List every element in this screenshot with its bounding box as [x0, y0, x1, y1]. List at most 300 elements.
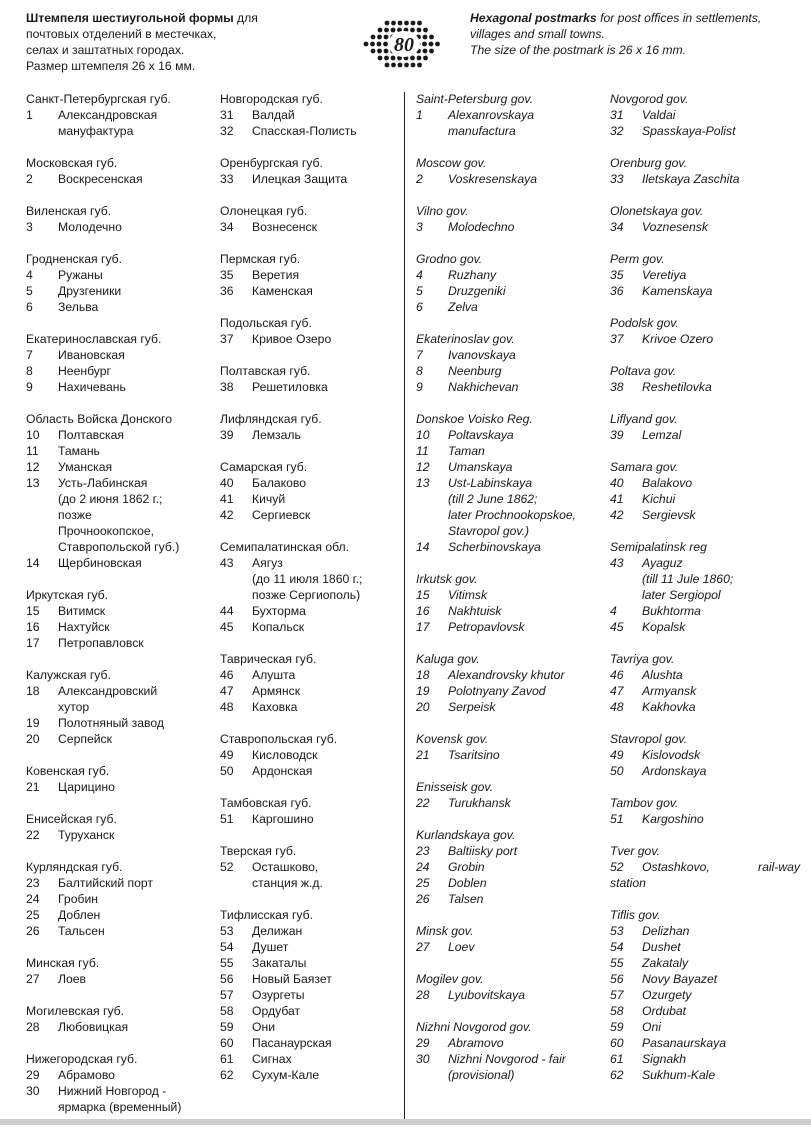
postmark-name	[252, 491, 410, 507]
postmark-number: 53	[610, 924, 624, 938]
region-title: Подольская губ.	[220, 316, 312, 330]
region-title: Minsk gov.	[416, 924, 474, 938]
postmark-name	[642, 811, 800, 827]
postmark-number: 11	[416, 444, 429, 458]
postmark-name-line: station	[610, 876, 646, 890]
postmark-entry	[416, 107, 606, 139]
postmark-name-line: (till 11 Jule 1860;	[642, 572, 734, 586]
postmark-number: 30	[26, 1084, 40, 1098]
postmark-name	[642, 1035, 800, 1051]
postmark-number: 45	[610, 620, 624, 634]
postmark-name	[252, 955, 410, 971]
postmark-name-line: Zakataly	[642, 956, 689, 970]
postmark-name	[642, 939, 800, 955]
stamp-dot	[417, 21, 422, 26]
postmark-number: 3	[26, 220, 33, 234]
postmark-number: 26	[26, 924, 40, 938]
region-title: Vilno gov.	[416, 204, 469, 218]
postmark-name-line: Кисловодск	[252, 748, 318, 762]
region-group	[610, 91, 800, 139]
postmark-name-line: Александровский	[58, 684, 158, 698]
postmark-name	[58, 555, 216, 571]
postmark-number: 19	[416, 684, 430, 698]
postmark-name	[642, 699, 800, 715]
postmark-name-line: Kislovodsk	[642, 748, 701, 762]
postmark-name-line: позже	[58, 508, 92, 522]
postmark-entry	[610, 507, 800, 523]
region-group	[220, 539, 410, 635]
postmark-name	[448, 683, 606, 699]
postmark-entry	[610, 171, 800, 187]
postmark-name-line: станция ж.д.	[252, 876, 323, 890]
postmark-number: 14	[26, 556, 40, 570]
postmark-entry	[416, 475, 606, 539]
postmark-name-line: Балаково	[252, 476, 307, 490]
postmark-name	[58, 923, 216, 939]
postmark-entry	[416, 299, 606, 315]
postmark-name-line: Dushet	[642, 940, 681, 954]
stamp-dot	[378, 56, 383, 61]
postmark-number: 14	[416, 540, 430, 554]
stamp-dot	[370, 42, 375, 47]
postmark-number: 35	[610, 268, 624, 282]
postmark-name-line: Нижний Новгород -	[58, 1084, 167, 1098]
postmark-name	[642, 507, 800, 523]
postmark-name	[58, 443, 216, 459]
postmark-name-line: Они	[252, 1020, 276, 1034]
postmark-entry	[610, 331, 800, 347]
stamp-dot	[410, 56, 415, 61]
postmark-entry	[610, 219, 800, 235]
postmark-name	[642, 971, 800, 987]
region-group	[26, 91, 216, 139]
postmark-entry	[220, 1003, 410, 1019]
postmark-name-line: Kichui	[642, 492, 676, 506]
postmark-name-line: Каргошино	[252, 812, 314, 826]
region-group	[220, 795, 410, 827]
postmark-name-line: Ozurgety	[642, 988, 692, 1002]
header-en-line-2: villages and small towns.	[470, 27, 605, 41]
postmark-name	[642, 107, 800, 123]
postmark-name	[448, 379, 606, 395]
postmark-name-line: Ордубат	[252, 1004, 301, 1018]
postmark-number: 58	[220, 1004, 234, 1018]
postmark-number: 58	[610, 1004, 624, 1018]
region-group	[610, 155, 800, 187]
postmark-number: 6	[416, 300, 423, 314]
postmark-name	[252, 971, 410, 987]
postmark-name	[58, 283, 216, 299]
postmark-name-line: Kakhovka	[642, 700, 696, 714]
postmark-name	[642, 219, 800, 235]
region-title: Екатеринославская губ.	[26, 332, 162, 346]
postmark-number: 4	[26, 268, 33, 282]
header-russian	[26, 10, 356, 74]
postmark-name-line: Nakhtuisk	[448, 604, 502, 618]
postmark-name	[252, 1003, 410, 1019]
postmark-name-line: Копальск	[252, 620, 305, 634]
postmark-entry	[26, 171, 216, 187]
postmark-name-line: Каховка	[252, 700, 298, 714]
postmark-name-line: Усть-Лабинская	[58, 476, 148, 490]
postmark-entry	[220, 619, 410, 635]
postmark-entry	[220, 283, 410, 299]
region-group	[610, 907, 800, 1083]
postmark-entry	[26, 427, 216, 443]
postmark-name-line: Ayaguz	[642, 556, 683, 570]
header-ru-lead: Штемпеля шестиугольной формы	[26, 11, 234, 25]
postmark-number: 33	[610, 172, 624, 186]
postmark-number: 21	[416, 748, 430, 762]
postmark-number: 31	[610, 108, 624, 122]
region-group	[610, 315, 800, 347]
postmark-name-line: Сухум-Кале	[252, 1068, 320, 1082]
postmark-entry	[220, 1051, 410, 1067]
postmark-number: 1	[416, 108, 423, 122]
postmark-number: 59	[610, 1020, 624, 1034]
postmark-name-line: Гробин	[58, 892, 98, 906]
postmark-number: 13	[416, 476, 430, 490]
postmark-name-line: мануфактура	[58, 124, 134, 138]
column-russian-right	[220, 91, 410, 1099]
postmark-name	[448, 363, 606, 379]
postmark-name	[448, 587, 606, 603]
region-group	[26, 667, 216, 747]
postmark-name-line: Делижан	[252, 924, 303, 938]
postmark-number: 16	[416, 604, 430, 618]
region-group	[416, 571, 606, 635]
postmark-entry	[416, 875, 606, 891]
region-group	[220, 651, 410, 715]
postmark-name	[642, 331, 800, 347]
postmark-name	[58, 971, 216, 987]
postmark-entry	[610, 971, 800, 987]
postmark-number: 50	[220, 764, 234, 778]
postmark-entry	[26, 459, 216, 475]
postmark-entry	[26, 283, 216, 299]
postmark-name-line: Сигнах	[252, 1052, 292, 1066]
postmark-name	[58, 603, 216, 619]
region-title: Stavropol gov.	[610, 732, 688, 746]
postmark-entry	[610, 763, 800, 779]
postmark-name	[642, 123, 800, 139]
postmark-name	[642, 1003, 800, 1019]
postmark-entry	[416, 603, 606, 619]
region-title: Tver gov.	[610, 844, 660, 858]
postmark-name	[58, 683, 216, 715]
region-title: Новгородская губ.	[220, 92, 323, 106]
region-group	[26, 587, 216, 651]
postmark-name	[252, 1051, 410, 1067]
postmark-name-line: Doblen	[448, 876, 487, 890]
postmark-name-line: Alexandrovsky khutor	[448, 668, 565, 682]
postmark-number: 39	[220, 428, 234, 442]
postmark-entry	[26, 907, 216, 923]
postmark-number: 25	[26, 908, 40, 922]
region-title: Kurlandskaya gov.	[416, 828, 516, 842]
region-title: Калужская губ.	[26, 668, 111, 682]
postmark-name	[252, 507, 410, 523]
stamp-dot	[385, 63, 390, 68]
region-group	[220, 731, 410, 779]
region-group	[26, 1051, 216, 1115]
postmark-entry	[416, 347, 606, 363]
postmark-number: 46	[220, 668, 234, 682]
region-group	[416, 411, 606, 555]
postmark-name	[252, 219, 410, 235]
postmark-entry	[220, 667, 410, 683]
postmark-name-line: ярмарка (временный)	[58, 1100, 182, 1114]
postmark-name	[448, 171, 606, 187]
postmark-entry	[416, 683, 606, 699]
region-group	[220, 315, 410, 347]
postmark-number: 51	[220, 812, 234, 826]
stamp-dot	[417, 56, 422, 61]
region-group	[610, 795, 800, 827]
postmark-name-line: Серпейск	[58, 732, 112, 746]
postmark-name	[642, 283, 800, 299]
postmark-name-line: Voznesensk	[642, 220, 708, 234]
postmark-name-line: Grobin	[448, 860, 485, 874]
region-title: Самарская губ.	[220, 460, 308, 474]
region-group	[416, 827, 606, 907]
postmark-name-line: Neenburg	[448, 364, 502, 378]
postmark-entry	[610, 859, 800, 875]
postmark-number: 43	[610, 556, 624, 570]
stamp-dot	[411, 21, 416, 26]
postmark-entry	[610, 1003, 800, 1019]
region-title: Poltava gov.	[610, 364, 677, 378]
postmark-entry	[26, 923, 216, 939]
postmark-name-line: Ust-Labinskaya	[448, 476, 532, 490]
column-english-right	[610, 91, 800, 1099]
region-group	[416, 251, 606, 315]
postmark-name	[58, 1067, 216, 1083]
postmark-name	[642, 1019, 800, 1035]
postmark-name	[448, 475, 606, 539]
postmark-entry	[220, 123, 410, 139]
postmark-entry	[26, 299, 216, 315]
postmark-number: 56	[610, 972, 624, 986]
postmark-number: 5	[416, 284, 423, 298]
region-group	[610, 203, 800, 235]
postmark-number: 38	[610, 380, 624, 394]
postmark-entry	[416, 443, 606, 459]
postmark-name	[642, 1067, 800, 1083]
postmark-name-line: Ostashkovo, rail-way	[642, 860, 800, 874]
postmark-name-line: Тамань	[58, 444, 100, 458]
postmark-name	[448, 939, 606, 955]
postmark-entry	[26, 971, 216, 987]
postmark-number: 13	[26, 476, 40, 490]
postmark-entry	[26, 107, 216, 139]
region-title: Grodno gov.	[416, 252, 483, 266]
postmark-name-line: later Sergiopol	[642, 588, 721, 602]
postmark-name-line: Алушта	[252, 668, 296, 682]
stamp-dot	[384, 56, 389, 61]
postmark-entry	[416, 1035, 606, 1051]
postmark-entry	[610, 107, 800, 123]
header-ru-line-4: Размер штемпеля 26 х 16 мм.	[26, 59, 196, 73]
postmark-name	[642, 171, 800, 187]
page-header	[0, 0, 811, 88]
postmark-name	[448, 795, 606, 811]
postmark-name-line: Ruzhany	[448, 268, 497, 282]
header-en-lead: Hexagonal postmarks	[470, 11, 597, 25]
postmark-entry	[220, 1067, 410, 1083]
postmark-name-line: Вознесенск	[252, 220, 317, 234]
postmark-name-line: Nakhichevan	[448, 380, 519, 394]
postmark-name-line: Сергиевск	[252, 508, 311, 522]
postmark-name-line: Serpeisk	[448, 700, 496, 714]
postmark-name	[642, 379, 800, 395]
region-group	[26, 331, 216, 395]
region-title: Tambov gov.	[610, 796, 679, 810]
stamp-dot	[384, 49, 389, 54]
postmark-entry	[220, 475, 410, 491]
postmark-name	[58, 731, 216, 747]
postmark-name-line: Iletskaya Zaschita	[642, 172, 740, 186]
postmark-name	[448, 539, 606, 555]
postmark-name-line: Уманская	[58, 460, 113, 474]
postmark-entry	[416, 363, 606, 379]
postmark-entry	[610, 619, 800, 635]
postmark-number: 41	[220, 492, 234, 506]
stamp-dot	[371, 35, 376, 40]
region-title: Moscow gov.	[416, 156, 487, 170]
postmark-name-line: Stavropol gov.)	[448, 524, 530, 538]
postmark-entry	[610, 667, 800, 683]
stamp-dot	[429, 49, 434, 54]
region-title: Иркутская губ.	[26, 588, 109, 602]
region-title: Минская губ.	[26, 956, 100, 970]
postmark-number: 37	[610, 332, 624, 346]
region-group	[416, 923, 606, 955]
region-group	[416, 91, 606, 139]
postmark-number: 44	[220, 604, 234, 618]
postmark-name-line: later Prochnookopskoe,	[448, 508, 577, 522]
postmark-name	[252, 283, 410, 299]
postmark-number: 15	[416, 588, 430, 602]
postmark-entry	[610, 923, 800, 939]
postmark-number: 20	[26, 732, 40, 746]
postmark-number: 24	[416, 860, 430, 874]
region-title: Kaluga gov.	[416, 652, 480, 666]
postmark-entry	[416, 267, 606, 283]
postmark-name-line: Тальсен	[58, 924, 105, 938]
region-title: Samara gov.	[610, 460, 679, 474]
postmark-entry	[220, 331, 410, 347]
postmark-name-line: Polotnyany Zavod	[448, 684, 546, 698]
postmark-number: 20	[416, 700, 430, 714]
region-group	[610, 411, 800, 443]
postmark-name-line: Бухторма	[252, 604, 306, 618]
postmark-number: 48	[610, 700, 624, 714]
postmark-entry	[416, 939, 606, 955]
postmark-name	[252, 107, 410, 123]
postmark-name-line: Александровская	[58, 108, 158, 122]
postmark-name-line: Веретия	[252, 268, 300, 282]
postmark-name	[642, 491, 800, 507]
stamp-dot	[377, 49, 382, 54]
postmark-name-line: Нахичевань	[58, 380, 126, 394]
postmark-entry	[26, 891, 216, 907]
region-title: Kovensk gov.	[416, 732, 489, 746]
postmark-number: 4	[610, 604, 617, 618]
postmark-name-line: (till 2 June 1862;	[448, 492, 538, 506]
postmark-name	[448, 603, 606, 619]
postmark-name	[58, 459, 216, 475]
postmark-name	[252, 331, 410, 347]
region-group	[26, 859, 216, 939]
region-title: Нижегородская губ.	[26, 1052, 138, 1066]
region-group	[416, 1019, 606, 1083]
postmark-entry	[610, 267, 800, 283]
postmark-name	[252, 1035, 410, 1051]
postmark-name-line: Полтавская	[58, 428, 125, 442]
postmark-name	[58, 107, 216, 139]
region-group	[610, 459, 800, 523]
postmark-name-line: Alexanrovskaya	[448, 108, 535, 122]
postmark-number: 2	[26, 172, 33, 186]
postmark-number: 30	[416, 1052, 430, 1066]
postmark-number: 12	[26, 460, 40, 474]
postmark-name-line: Tsaritsino	[448, 748, 500, 762]
postmark-number: 10	[26, 428, 40, 442]
postmark-number: 9	[416, 380, 423, 394]
postmark-number: 28	[26, 1020, 40, 1034]
postmark-name-line: Turukhansk	[448, 796, 511, 810]
postmark-name	[58, 907, 216, 923]
postmark-entry	[416, 459, 606, 475]
region-title: Saint-Petersburg gov.	[416, 92, 533, 106]
postmark-name-line: Molodechno	[448, 220, 515, 234]
postmark-entry	[220, 1019, 410, 1035]
region-group	[26, 203, 216, 235]
postmark-number: 33	[220, 172, 234, 186]
postmark-name-line: Ardonskaya	[642, 764, 707, 778]
postmark-number: 16	[26, 620, 40, 634]
region-group	[416, 731, 606, 763]
postmark-entry	[220, 555, 410, 603]
postmark-name-line: Каменская	[252, 284, 313, 298]
postmark-entry	[220, 939, 410, 955]
postmark-name	[448, 891, 606, 907]
postmark-name	[642, 859, 800, 875]
region-group	[26, 155, 216, 187]
postmark-name-line: Balakovo	[642, 476, 693, 490]
postmark-name	[448, 987, 606, 1003]
region-title: Tiflis gov.	[610, 908, 661, 922]
postmark-name-line: Loev	[448, 940, 475, 954]
postmark-name-line: Кривое Озеро	[252, 332, 332, 346]
postmark-entry	[26, 267, 216, 283]
region-title: Mogilev gov.	[416, 972, 484, 986]
postmark-name-line: Витимск	[58, 604, 106, 618]
region-group	[610, 363, 800, 395]
postmark-name-line: Ардонская	[252, 764, 313, 778]
postmark-entry	[220, 811, 410, 827]
stamp-dot	[423, 35, 428, 40]
postmark-entry	[26, 875, 216, 891]
column-russian-left	[26, 91, 216, 1131]
postmark-number: 55	[610, 956, 624, 970]
postmark-name	[642, 747, 800, 763]
postmark-entry	[610, 955, 800, 971]
header-en-line-1	[470, 10, 800, 26]
postmark-number: 25	[416, 876, 430, 890]
region-title: Ставропольская губ.	[220, 732, 338, 746]
